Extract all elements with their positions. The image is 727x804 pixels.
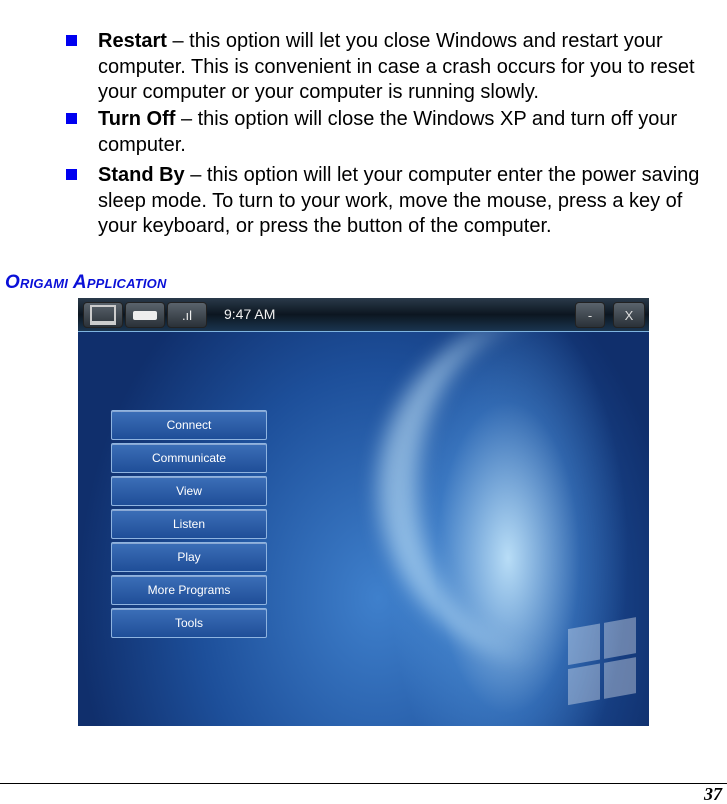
bullet-icon	[66, 35, 77, 46]
bullet-restart	[98, 29, 726, 106]
battery-icon[interactable]	[125, 302, 165, 328]
menu-listen[interactable]: Listen	[111, 509, 267, 539]
term: Stand By	[98, 164, 185, 186]
term: Turn Off	[98, 108, 176, 130]
menu-connect[interactable]: Connect	[111, 410, 267, 440]
background-swirl	[378, 318, 649, 658]
section-heading: Origami Application	[5, 272, 167, 293]
clock: 9:47 AM	[224, 306, 276, 322]
footer-rule	[0, 783, 727, 784]
page-number: 37	[704, 784, 722, 804]
top-bar	[78, 298, 649, 332]
close-button[interactable]: X	[613, 302, 645, 328]
bullet-icon	[66, 113, 77, 124]
bullet-turn-off	[98, 107, 726, 158]
menu-play[interactable]: Play	[111, 542, 267, 572]
menu-communicate[interactable]: Communicate	[111, 443, 267, 473]
term: Restart	[98, 30, 167, 52]
menu-tools[interactable]: Tools	[111, 608, 267, 638]
signal-icon[interactable]: .ıl	[167, 302, 207, 328]
description: – this option will close the Windows XP and turn off your computer.	[98, 108, 678, 156]
menu-view[interactable]: View	[111, 476, 267, 506]
description: – this option will let you close Windows and restart your computer. This is convenient in case a crash occurs for you to reset your computer or your computer is running slowly.	[98, 30, 695, 103]
bullet-stand-by	[98, 163, 726, 240]
minimize-button[interactable]: -	[575, 302, 605, 328]
menu-more-programs[interactable]: More Programs	[111, 575, 267, 605]
origami-screenshot	[78, 298, 649, 726]
bullet-icon	[66, 169, 77, 180]
description: – this option will let your computer enter the power saving sleep mode. To turn to your work, move the mouse, press a key of your keyboard, or press the button of the computer.	[98, 164, 700, 237]
display-icon[interactable]	[83, 302, 123, 328]
windows-logo-icon	[568, 617, 638, 709]
